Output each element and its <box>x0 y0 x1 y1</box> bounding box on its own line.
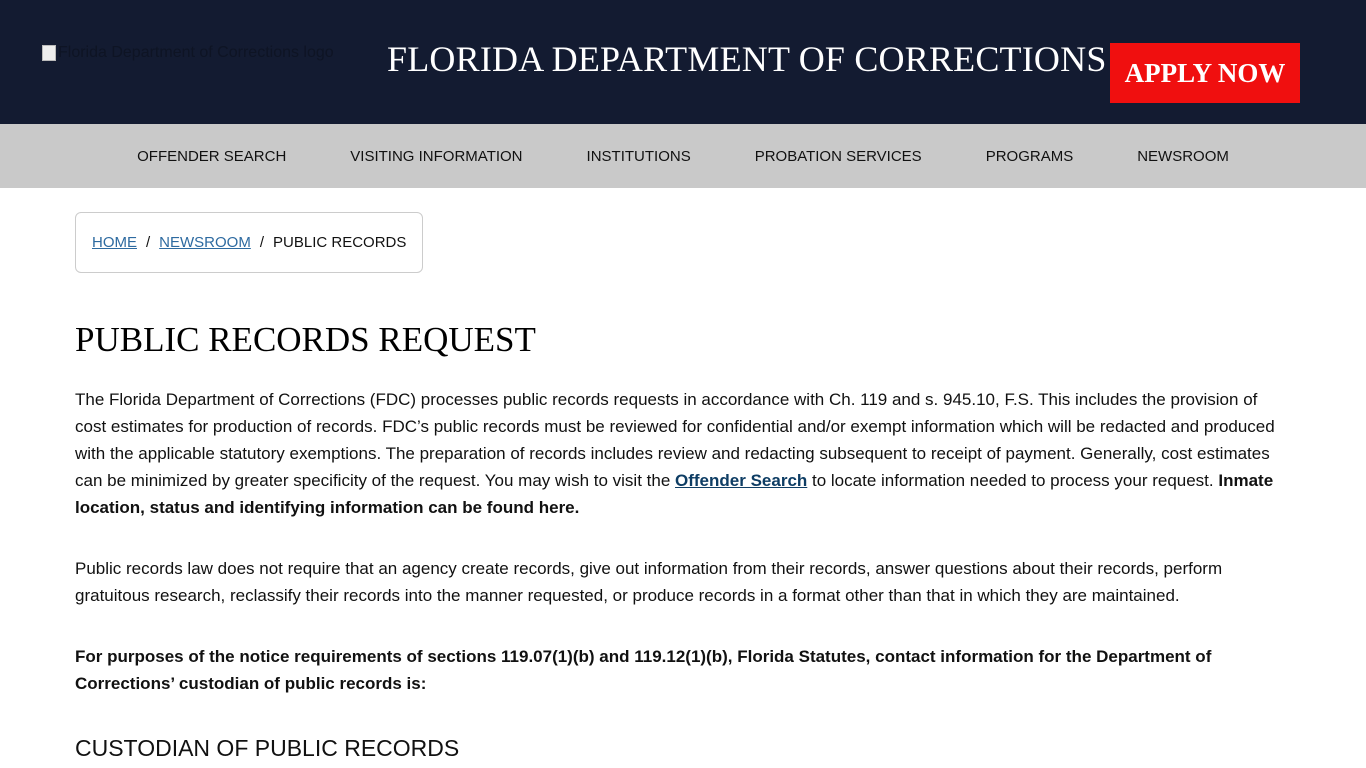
breadcrumb-separator: / <box>259 234 265 251</box>
breadcrumb <box>75 212 423 273</box>
page-title: PUBLIC RECORDS REQUEST <box>75 320 536 359</box>
site-header <box>0 0 1366 124</box>
nav-newsroom[interactable]: NEWSROOM <box>1137 147 1229 165</box>
apply-now-button[interactable]: APPLY NOW <box>1110 43 1300 103</box>
site-logo[interactable] <box>42 44 334 62</box>
nav-institutions[interactable]: INSTITUTIONS <box>586 147 691 165</box>
main-content <box>0 188 1366 762</box>
offender-search-link[interactable]: Offender Search <box>675 471 808 490</box>
breadcrumb-current: PUBLIC RECORDS <box>273 234 407 251</box>
nav-programs[interactable]: PROGRAMS <box>985 147 1074 165</box>
nav-offender-search[interactable]: OFFENDER SEARCH <box>137 147 287 165</box>
custodian-heading: CUSTODIAN OF PUBLIC RECORDS <box>75 735 460 761</box>
intro-text: The Florida Department of Corrections (FDC) processes public records requests in accordance with Ch. 119 and s. 945.10, F.S. This includes the provision of cost estimates for production of records. FDC’s public records must be reviewed for confidential and/or exempt information which will be redacted and produced with the applicable statutory exemptions. The preparation of records includes review and redacting subsequent to receipt of payment. Generally, cost estimates can be minimized by greater specificity of the request. You may wish to visit the <box>75 390 1275 490</box>
intro-paragraph <box>75 386 1291 521</box>
main-nav <box>0 124 1366 188</box>
breadcrumb-newsroom[interactable]: NEWSROOM <box>159 234 251 251</box>
broken-image-icon <box>42 45 56 61</box>
law-paragraph: Public records law does not require that an agency create records, give out information from their records, answer questions about their records, perform gratuitous research, reclassify their records into the manner requested, or produce records in a format other than that in which they are maintained. <box>75 559 1223 605</box>
inmate-info-note: Inmate location, status and identifying information can be found here. <box>75 471 1274 517</box>
breadcrumb-home[interactable]: HOME <box>92 234 137 251</box>
intro-text-cont: to locate information needed to process your request. <box>807 471 1219 490</box>
breadcrumb-separator: / <box>146 234 151 251</box>
nav-visiting-information[interactable]: VISITING INFORMATION <box>350 147 523 165</box>
notice-text: For purposes of the notice requirements of sections 119.07(1)(b) and 119.12(1)(b), Florida Statutes, contact information for the Department of Corrections’ custodian of public records is: <box>75 647 1212 693</box>
nav-probation-services[interactable]: PROBATION SERVICES <box>754 147 922 165</box>
site-title: FLORIDA DEPARTMENT OF CORRECTIONS <box>387 39 1107 79</box>
notice-paragraph <box>75 643 1291 697</box>
logo-alt-text: Florida Department of Corrections logo <box>58 44 334 61</box>
